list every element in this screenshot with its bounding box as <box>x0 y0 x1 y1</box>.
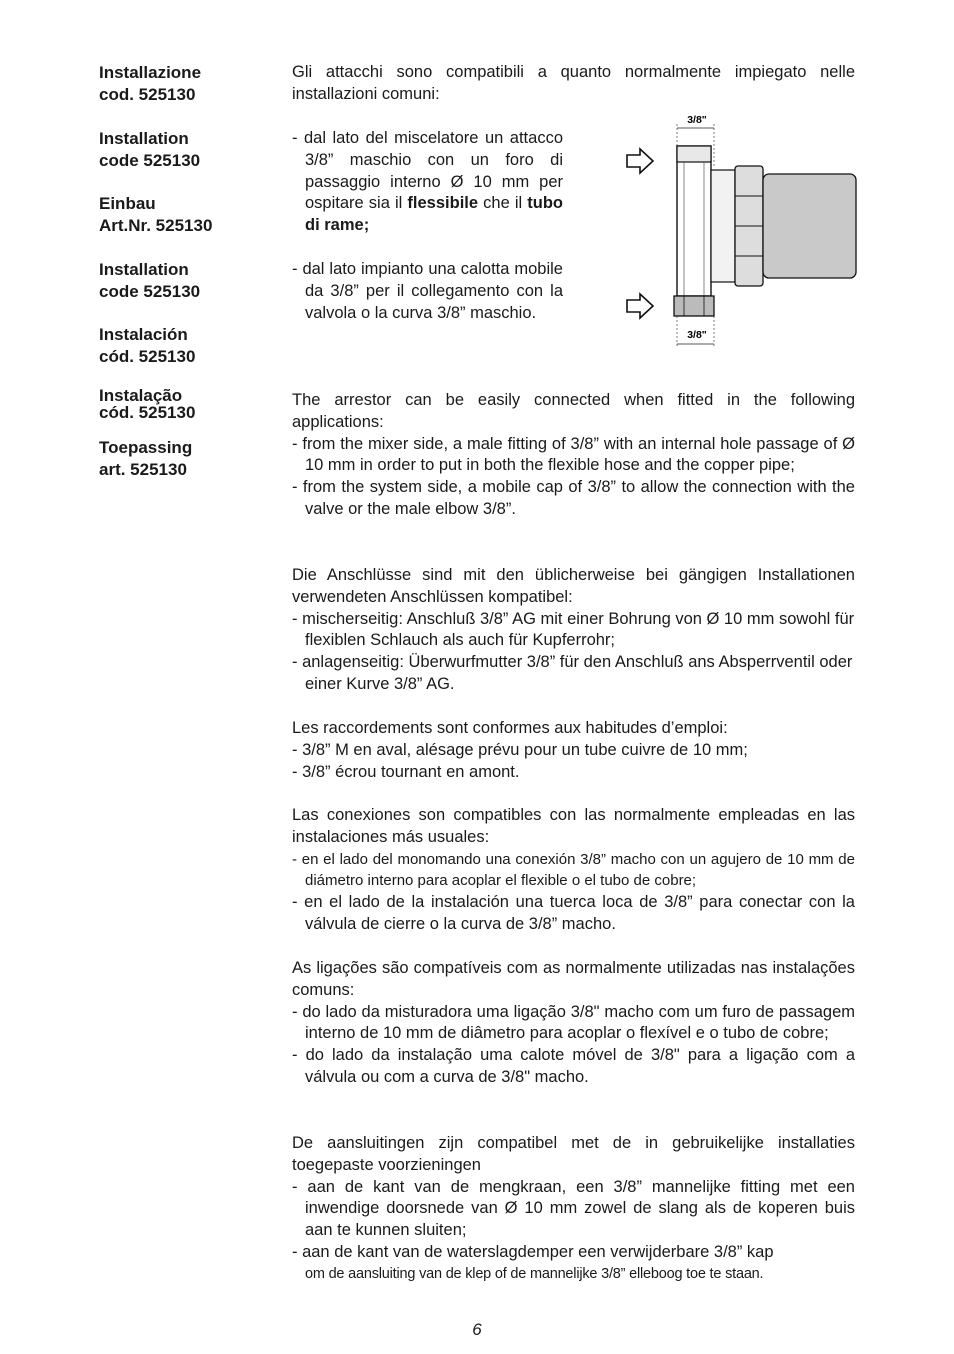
dutch-item1: - aan de kant van de mengkraan, een 3/8” mannelijke fitting met een inwendige doorsnede van Ø 10 mm zowel de slang als de koperen buis aan te kunnen sluiten; <box>292 1177 855 1240</box>
pipe-connector <box>711 170 735 282</box>
italian-intro: Gli attacchi sono compatibili a quanto normalmente impiegato nelle installazioni comuni: <box>292 63 855 103</box>
page-number: 6 <box>472 1320 482 1339</box>
diagram-bottom-label: 3/8" <box>687 329 707 341</box>
label-pt-title: Instalação <box>99 386 183 405</box>
dutch-section <box>292 1133 855 1286</box>
portuguese-intro: As ligações são compatíveis com as normalmente utilizadas nas instalações comuns: <box>292 959 855 999</box>
label-nl <box>99 437 192 481</box>
arrow-right-icon <box>627 149 653 173</box>
arrestor-cylinder <box>763 174 856 278</box>
english-intro: The arrestor can be easily connected when fitted in the following applications: <box>292 391 855 431</box>
label-nl-title: Toepassing <box>99 438 193 457</box>
italian-item1-text-mid: che il <box>478 194 528 213</box>
label-de-title: Einbau <box>99 194 156 213</box>
label-de-code: Art.Nr. 525130 <box>99 216 213 235</box>
label-de <box>99 193 212 237</box>
french-section <box>292 718 855 783</box>
english-item1: - from the mixer side, a male fitting of 3/8” with an internal hole passage of Ø 10 mm in order to put in both the flexible hose and the copper pipe; <box>292 434 855 475</box>
german-item1: - mischerseitig: Anschluß 3/8” AG mit einer Bohrung von Ø 10 mm sowohl für flexiblen Schlauch als auch für Kupferrohr; <box>292 609 855 650</box>
dutch-item2: - aan de kant van de waterslagdemper een verwijderbare 3/8” kap <box>292 1242 774 1261</box>
portuguese-item1: - do lado da misturadora uma ligação 3/8" macho com um furo de passagem interno de 10 mm de diâmetro para acoplar o flexível e o tubo de cobre; <box>292 1002 855 1043</box>
label-pt <box>99 387 195 421</box>
label-en <box>99 128 200 172</box>
label-it-title: Installazione <box>99 63 202 82</box>
spanish-intro: Las conexiones son compatibles con las normalmente empleadas en las instalaciones más usuales: <box>292 806 855 846</box>
label-it-code: cod. 525130 <box>99 85 196 104</box>
label-pt-code: cód. 525130 <box>99 403 196 422</box>
italian-item1-bold-copper: tubo di rame; <box>305 194 563 235</box>
german-item2: - anlagenseitig: Überwurfmutter 3/8” für den Anschluß ans Absperrventil oder einer Kurve 3/8” AG. <box>292 653 853 693</box>
german-intro: Die Anschlüsse sind mit den üblicherweise bei gängigen Installationen verwendeten Anschlüssen kompatibel: <box>292 566 855 606</box>
arrow-right-icon <box>627 294 653 318</box>
french-intro: Les raccordements sont conformes aux habitudes d’emploi: <box>292 719 728 737</box>
label-es-title: Instalación <box>99 325 188 344</box>
english-item2: - from the system side, a mobile cap of 3/8” to allow the connection with the valve or the male elbow 3/8”. <box>292 478 855 518</box>
portuguese-item2: - do lado da instalação uma calote móvel de 3/8" para a ligação com a válvula ou com a curva de 3/8" macho. <box>292 1046 855 1086</box>
dutch-intro: De aansluitingen zijn compatibel met de in gebruikelijke installaties toegepaste voorzieningen <box>292 1134 855 1174</box>
italian-item2-block <box>292 259 563 324</box>
french-item2: - 3/8” écrou tournant en amont. <box>292 762 520 781</box>
fitting-diagram <box>622 108 860 348</box>
label-nl-code: art. 525130 <box>99 460 187 479</box>
english-section <box>292 390 855 521</box>
german-section <box>292 565 855 696</box>
french-item1: - 3/8” M en aval, alésage prévu pour un tube cuivre de 10 mm; <box>292 740 748 759</box>
label-fr <box>99 259 200 303</box>
italian-item1-block <box>292 128 563 237</box>
italian-intro-block <box>292 62 855 106</box>
pipe-body <box>677 146 711 296</box>
label-es <box>99 324 195 368</box>
italian-item2: - dal lato impianto una calotta mobile da 3/8” per il collegamento con la valvola o la curva 3/8” maschio. <box>292 260 563 322</box>
bottom-cap-nut <box>674 296 714 316</box>
spanish-section <box>292 805 855 936</box>
diagram-top-label: 3/8" <box>687 114 707 126</box>
label-it <box>99 62 201 106</box>
label-fr-code: code 525130 <box>99 282 201 301</box>
italian-item1-bold-flexible: flessibile <box>407 194 479 213</box>
spanish-item2: - en el lado de la instalación una tuerca loca de 3/8” para conectar con la válvula de cierre o la curva de 3/8” macho. <box>292 893 855 933</box>
label-en-code: code 525130 <box>99 151 201 170</box>
italian-item1 <box>292 128 563 237</box>
spanish-item1: - en el lado del monomando una conexión 3/8” macho con un agujero de 10 mm de diámetro interno para acoplar el flexible o el tubo de cobre; <box>292 850 855 890</box>
pipe-thread-top <box>677 146 711 162</box>
label-fr-title: Installation <box>99 260 189 279</box>
portuguese-section <box>292 958 855 1089</box>
italian-item1-text: - dal lato del miscelatore un attacco 3/8” maschio con un foro di passaggio interno Ø 10 mm per ospitare sia il <box>292 129 563 213</box>
label-en-title: Installation <box>99 129 189 148</box>
label-es-code: cód. 525130 <box>99 347 196 366</box>
dutch-item2-cont: om de aansluiting van de klep of de mannelijke 3/8” elleboog toe te staan. <box>305 1265 764 1282</box>
